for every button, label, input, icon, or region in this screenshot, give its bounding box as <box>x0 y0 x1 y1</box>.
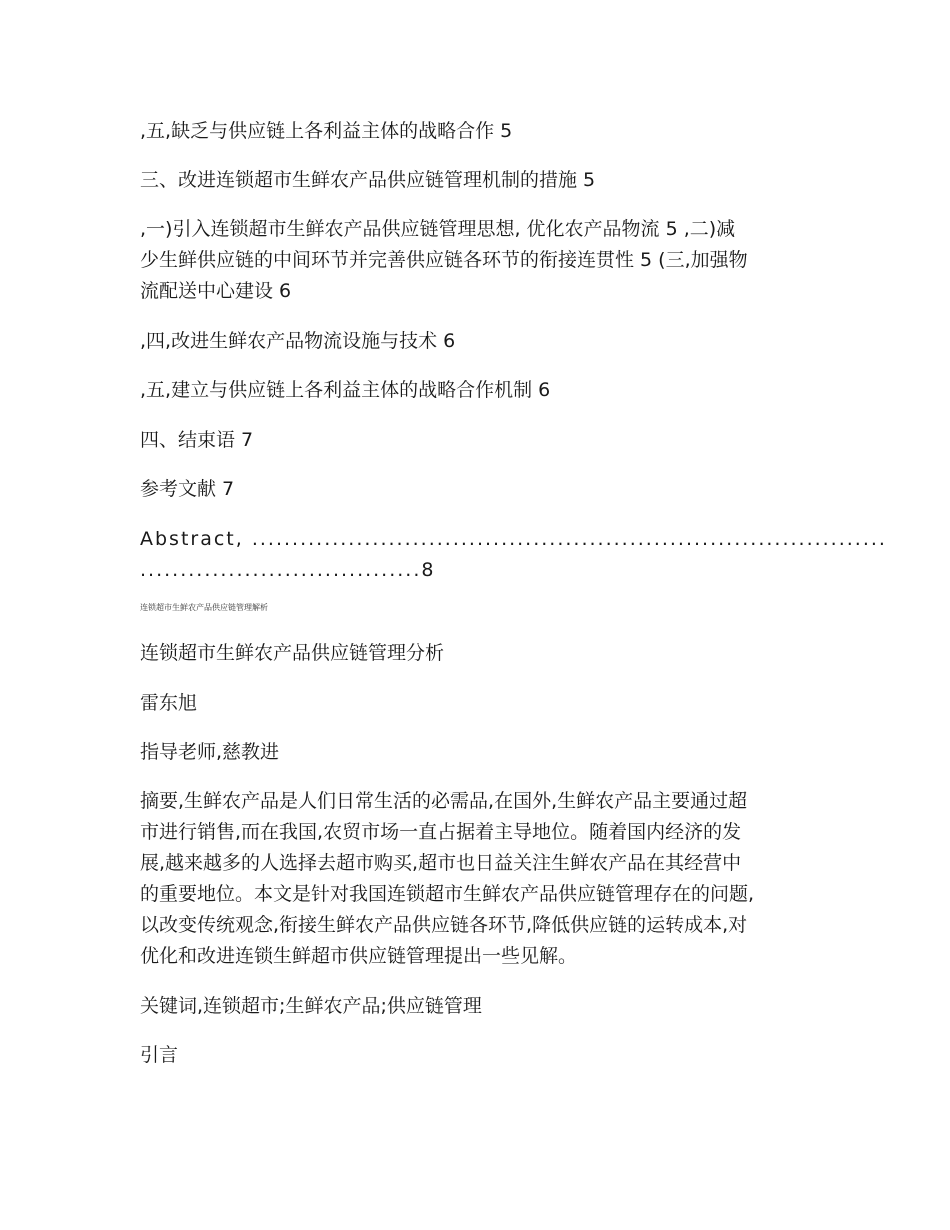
abstract-line: 以改变传统观念,衔接生鲜农产品供应链各环节,降低供应链的运转成本,对 <box>140 914 748 936</box>
toc-item-section-three: 三、改进连锁超市生鲜农产品供应链管理机制的措施 5 <box>140 169 596 191</box>
advisor-line: 指导老师,慈教进 <box>140 741 280 763</box>
toc-multiline-line: 流配送中心建设 6 <box>140 280 292 302</box>
abstract-paragraph <box>140 786 815 972</box>
toc-abstract-line: Abstract, ............................................................................... <box>140 528 887 550</box>
keywords-line: 关键词,连锁超市;生鲜农产品;供应链管理 <box>140 995 482 1017</box>
paper-title: 连锁超市生鲜农产品供应链管理分析 <box>140 642 445 664</box>
abstract-line: 摘要,生鲜农产品是人们日常生活的必需品,在国外,生鲜农产品主要通过超 <box>140 790 748 812</box>
intro-heading: 引言 <box>140 1044 179 1066</box>
running-head: 连锁超市生鲜农产品供应链管理解析 <box>140 603 268 612</box>
toc-item-conclusion: 四、结束语 7 <box>140 429 254 451</box>
abstract-line: 的重要地位。本文是针对我国连锁超市生鲜农产品供应链管理存在的问题, <box>140 883 755 905</box>
toc-item-abstract <box>140 524 887 586</box>
author-name: 雷东旭 <box>140 692 198 714</box>
toc-multiline-line: 少生鲜供应链的中间环节并完善供应链各环节的衔接连贯性 5 (三,加强物 <box>140 249 748 271</box>
toc-item-references: 参考文献 7 <box>140 478 235 500</box>
toc-multiline-line: ,一)引入连锁超市生鲜农产品供应链管理思想, 优化农产品物流 5 ,二)减 <box>140 218 736 240</box>
abstract-line: 展,越来越多的人选择去超市购买,超市也日益关注生鲜农产品在其经营中 <box>140 852 742 874</box>
toc-item-multiline <box>140 214 815 307</box>
toc-item-lack-cooperation: ,五,缺乏与供应链上各利益主体的战略合作 5 <box>140 120 513 142</box>
abstract-line: 优化和改进连锁生鲜超市供应链管理提出一些见解。 <box>140 945 578 967</box>
toc-item-facilities: ,四,改进生鲜农产品物流设施与技术 6 <box>140 330 456 352</box>
toc-abstract-line: ...................................8 <box>140 559 436 581</box>
toc-item-cooperation-mechanism: ,五,建立与供应链上各利益主体的战略合作机制 6 <box>140 379 551 401</box>
abstract-line: 市进行销售,而在我国,农贸市场一直占据着主导地位。随着国内经济的发 <box>140 821 742 843</box>
